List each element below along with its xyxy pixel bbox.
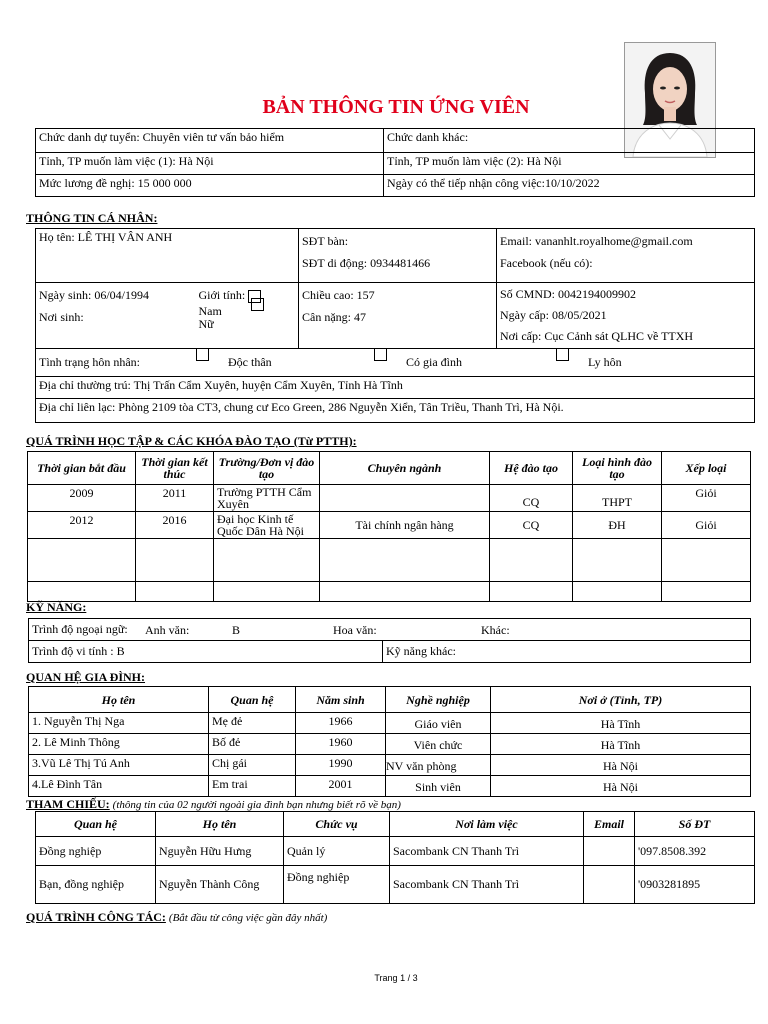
other-position-field: Chức danh khác: (384, 129, 755, 153)
education-table (27, 451, 751, 602)
gender-label: Giới tính: (198, 288, 246, 302)
edu-cell: 2012 (28, 512, 136, 539)
page-number: Trang 1 / 3 (374, 973, 418, 983)
home-phone-field: SĐT bàn: (302, 234, 349, 248)
height-field: Chiều cao: 157 (302, 288, 375, 302)
ref-cell: Quản lý (284, 837, 390, 866)
female-label: Nữ (198, 316, 214, 331)
edu-cell: Trường PTTH Cẩm Xuyên (214, 485, 320, 512)
ref-cell (584, 837, 635, 866)
other-language-label: Khác: (481, 623, 510, 637)
ref-cell: Nguyễn Hữu Hưng (156, 837, 284, 866)
edu-cell: THPT (573, 485, 662, 512)
ref-header-email: Email (584, 812, 635, 837)
male-label: Nam (198, 303, 222, 318)
edu-cell (320, 485, 490, 512)
job-info-table (35, 128, 755, 197)
education-section-title: QUÁ TRÌNH HỌC TẬP & CÁC KHÓA ĐÀO TẠO (Từ PTTH): (26, 434, 357, 448)
table-row (36, 866, 755, 904)
work-section-title: QUÁ TRÌNH CÔNG TÁC: (26, 910, 166, 924)
edu-cell: Đại học Kinh tế Quốc Dân Hà Nội (214, 512, 320, 539)
edu-cell: 2016 (136, 512, 214, 539)
family-cell: Chị gái (209, 755, 296, 776)
family-cell: NV văn phòng (386, 755, 491, 776)
ref-cell: Đồng nghiệp (36, 837, 156, 866)
chinese-label: Hoa văn: (333, 623, 377, 637)
computer-skill-field: Trình độ vi tính : B (29, 641, 383, 663)
ref-cell: Sacombank CN Thanh Trì (390, 837, 584, 866)
male-checkbox[interactable] (251, 298, 264, 311)
weight-field: Cân nặng: 47 (302, 310, 366, 324)
family-header-relation: Quan hệ (209, 687, 296, 713)
table-row (29, 755, 751, 776)
skills-table (28, 618, 751, 663)
personal-section-title: THÔNG TIN CÁ NHÂN: (26, 211, 158, 225)
family-cell: Hà Nội (491, 776, 751, 797)
family-header-name: Họ tên (29, 687, 209, 713)
id-number-field: Số CMND: 0042194009902 (500, 287, 637, 301)
family-cell: Sinh viên (386, 776, 491, 797)
work-heading (26, 910, 327, 925)
pob-field: Nơi sinh: (39, 310, 84, 324)
edu-header-end: Thời gian kết thúc (136, 452, 214, 485)
family-cell: Bố đẻ (209, 734, 296, 755)
facebook-field: Facebook (nếu có): (500, 256, 593, 270)
family-cell: Viên chức (386, 734, 491, 755)
page-title: BẢN THÔNG TIN ỨNG VIÊN (262, 96, 530, 118)
reference-heading (26, 797, 401, 812)
ref-cell: '097.8508.392 (635, 837, 755, 866)
family-header-birth-year: Năm sinh (296, 687, 386, 713)
family-cell: 1990 (296, 755, 386, 776)
position-field: Chức danh dự tuyển: Chuyên viên tư vấn bảo hiểm (36, 129, 384, 153)
family-cell: Hà Nội (491, 755, 751, 776)
table-row (36, 837, 755, 866)
reference-section-title: THAM CHIẾU: (26, 797, 110, 811)
family-cell: Em trai (209, 776, 296, 797)
family-cell: Giáo viên (386, 713, 491, 734)
edu-header-grade: Xếp loại (662, 452, 751, 485)
family-cell: Hà Tĩnh (491, 734, 751, 755)
family-cell: 3.Vũ Lê Thị Tú Anh (29, 755, 209, 776)
ref-header-name: Họ tên (156, 812, 284, 837)
edu-cell: CQ (490, 485, 573, 512)
language-label: Trình độ ngoại ngữ: (32, 622, 128, 636)
family-cell: 2001 (296, 776, 386, 797)
edu-header-major: Chuyên ngành (320, 452, 490, 485)
dob-field: Ngày sinh: 06/04/1994 (39, 288, 149, 302)
ref-cell: Sacombank CN Thanh Trì (390, 866, 584, 904)
ref-cell: Bạn, đồng nghiệp (36, 866, 156, 904)
ref-header-relation: Quan hệ (36, 812, 156, 837)
edu-cell: CQ (490, 512, 573, 539)
single-label: Độc thân (228, 355, 272, 369)
family-cell: Mẹ đẻ (209, 713, 296, 734)
permanent-address-field: Địa chỉ thường trú: Thị Trấn Cẩm Xuyên, huyện Cẩm Xuyên, Tỉnh Hà Tĩnh (36, 377, 755, 399)
family-cell: Hà Tĩnh (491, 713, 751, 734)
married-checkbox[interactable] (374, 349, 387, 362)
edu-cell: Giỏi (662, 485, 751, 512)
reference-table (35, 811, 755, 904)
family-header-residence: Nơi ở (Tỉnh, TP) (491, 687, 751, 713)
family-cell: 1960 (296, 734, 386, 755)
table-row (29, 713, 751, 734)
reference-note: (thông tin của 02 người ngoài gia đình bạn nhưng biết rõ về bạn) (112, 799, 401, 811)
family-table (28, 686, 751, 797)
salary-field: Mức lương đề nghị: 15 000 000 (36, 175, 384, 197)
divorced-label: Ly hôn (588, 355, 622, 369)
family-cell: 2. Lê Minh Thông (29, 734, 209, 755)
edu-cell: 2009 (28, 485, 136, 512)
start-date-field: Ngày có thể tiếp nhận công việc:10/10/2022 (384, 175, 755, 197)
edu-cell: Tài chính ngân hàng (320, 512, 490, 539)
mobile-phone-field: SĐT di động: 0934481466 (302, 256, 431, 270)
full-name-field: Họ tên: LÊ THỊ VÂN ANH (36, 229, 299, 283)
city1-field: Tỉnh, TP muốn làm việc (1): Hà Nội (36, 153, 384, 175)
city2-field: Tỉnh, TP muốn làm việc (2): Hà Nội (384, 153, 755, 175)
family-section-title: QUAN HỆ GIA ĐÌNH: (26, 670, 146, 684)
ref-header-phone: Số ĐT (635, 812, 755, 837)
other-skills-field: Kỹ năng khác: (383, 641, 751, 663)
edu-cell: 2011 (136, 485, 214, 512)
family-cell: 1. Nguyễn Thị Nga (29, 713, 209, 734)
married-label: Có gia đình (406, 355, 462, 369)
marital-label: Tình trạng hôn nhân: (39, 355, 140, 369)
family-header-job: Nghề nghiệp (386, 687, 491, 713)
ref-cell: Đồng nghiệp (284, 866, 390, 904)
edu-header-mode: Hệ đào tạo (490, 452, 573, 485)
single-checkbox[interactable] (196, 349, 209, 362)
table-row (28, 582, 751, 602)
work-note: (Bắt đầu từ công việc gần đây nhất) (168, 912, 328, 924)
edu-header-type: Loại hình đào tạo (573, 452, 662, 485)
family-cell: 1966 (296, 713, 386, 734)
email-field: Email: vananhlt.royalhome@gmail.com (500, 234, 693, 248)
table-row (28, 539, 751, 582)
table-row (28, 485, 751, 512)
personal-info-table (35, 228, 755, 423)
skills-section-title: KỸ NĂNG: (26, 600, 87, 614)
table-row (29, 734, 751, 755)
edu-cell: ĐH (573, 512, 662, 539)
family-cell: 4.Lê Đình Tân (29, 776, 209, 797)
edu-cell: Giỏi (662, 512, 751, 539)
table-row (28, 512, 751, 539)
contact-address-field: Địa chỉ liên lạc: Phòng 2109 tòa CT3, chung cư Eco Green, 286 Nguyễn Xiển, Tân Triều, Thanh Trì, Hà Nội. (36, 399, 755, 423)
ref-cell (584, 866, 635, 904)
ref-cell: '0903281895 (635, 866, 755, 904)
ref-header-title: Chức vụ (284, 812, 390, 837)
id-place-field: Nơi cấp: Cục Cảnh sát QLHC về TTXH (500, 329, 694, 343)
english-value: B (232, 623, 241, 637)
id-date-field: Ngày cấp: 08/05/2021 (500, 308, 607, 322)
edu-header-school: Trường/Đơn vị đào tạo (214, 452, 320, 485)
english-label: Anh văn: (145, 623, 190, 637)
table-row (29, 776, 751, 797)
ref-cell: Nguyễn Thành Công (156, 866, 284, 904)
edu-header-start: Thời gian bắt đầu (28, 452, 136, 485)
divorced-checkbox[interactable] (556, 349, 569, 362)
ref-header-workplace: Nơi làm việc (390, 812, 584, 837)
